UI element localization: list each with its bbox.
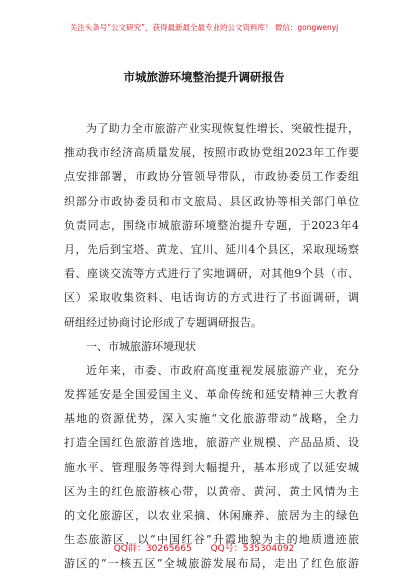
body-line: 打造全国红色旅游首选地，旅游产业规模、产品品质、设 [64,436,359,450]
body-line: 基地的资源优势，深入实施“文化旅游带动”战略，全力 [64,412,359,426]
body-line: 游区的“一核五区”全城旅游发展布局，走出了红色旅游 [64,557,359,571]
body-line: 月，先后到宝塔、黄龙、宜川、延川4个县区，采取现场察 [64,242,359,256]
footer-contacts [0,541,408,554]
body-line: 发挥延安是全国爱国主义、革命传统和延安精神三大教育 [64,388,359,402]
body-line: 近年来，市委、市政府高度重视发展旅游产业，充分 [86,363,359,377]
body-line: 区）采取收集资料、电话询访的方式进行了书面调研，调 [64,291,359,305]
body-line: 点安排部署，市政协分管领导带队，市政协委员工作委组 [64,170,359,184]
body-line: 施水平、管理服务等得到大幅提升，基本形成了以延安城 [64,460,359,474]
body-line: 生态旅游区，以“中国红谷”升霞地貌为主的地质遗迹旅 [64,533,359,547]
body-line: 的文化旅游区，以农业采摘、休闲廉养、旅居为主的绿色 [64,509,359,522]
body-line: 看、座谈交流等方式进行了实地调研，对其他9个县（市、 [64,267,359,281]
body-line: 织部分市政协委员和市文旅局、县区政协等相关部门单位 [64,194,359,208]
header-banner: 关注头条号“公文研究”，获得最新最全最专业的公文资料库！ 微信：gongwenyj [69,23,339,32]
body-line: 为了助力全市旅游产业实现恢复性增长、突破性提升， [86,122,359,135]
body-line: 推动我市经济高质量发展，按照市政协党组2023年工作要 [64,146,359,160]
footer-qq-group: QQ群：30265665 [113,544,192,554]
body-line: 负责同志，围绕市城旅游环境整治提升专题，于2023年4 [64,218,359,232]
footer-qq-number: QQ号：535304092 [210,544,295,554]
body-line: 区为主的红色旅游核心带，以黄帝、黄河、黄土风情为主 [64,484,359,498]
body-line: 研组经过协商讨论形成了专题调研报告。 [64,315,262,329]
body-line: 一、市城旅游环境现状 [86,339,196,353]
document-body [64,117,359,577]
document-title: 市城旅游环境整治提升调研报告 [123,70,285,84]
